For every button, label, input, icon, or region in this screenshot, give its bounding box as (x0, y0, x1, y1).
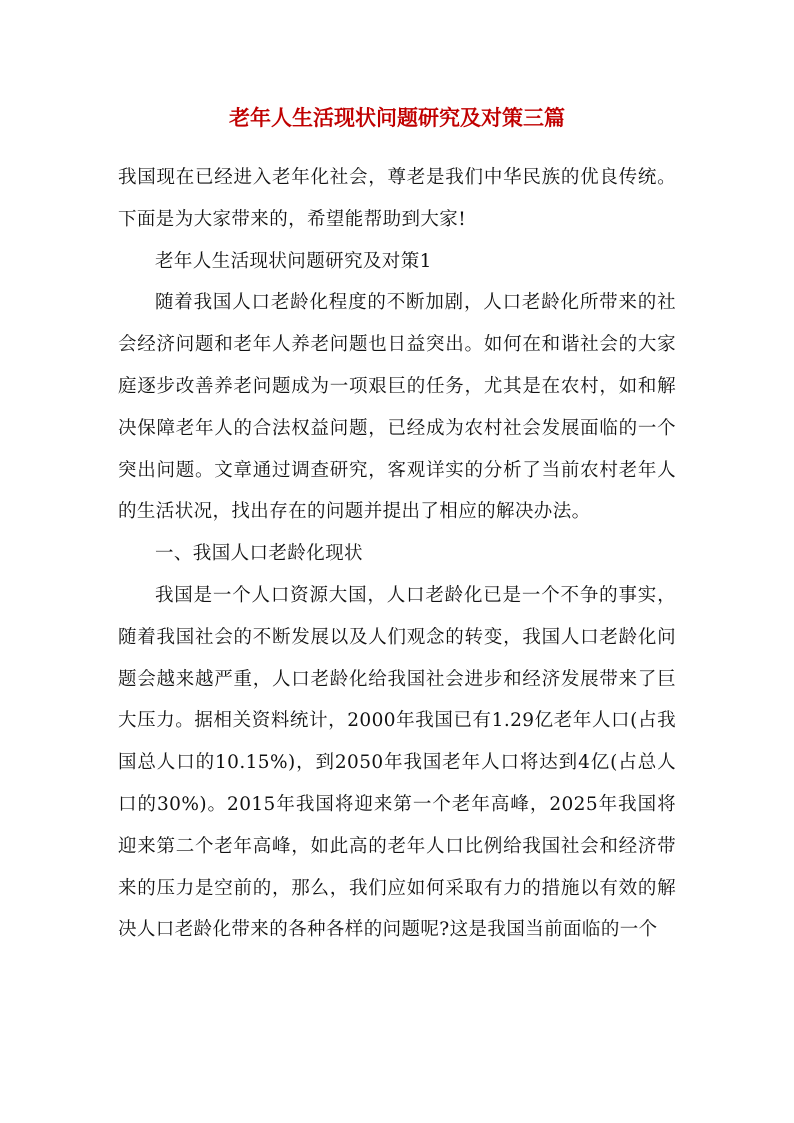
subsection-heading: 一、我国人口老龄化现状 (155, 543, 363, 565)
document-body (118, 157, 676, 951)
body-paragraph: 随着我国人口老龄化程度的不断加剧，人口老龄化所带来的社会经济问题和老年人养老问题也日益突出。如何在和谐社会的大家庭逐步改善养老问题成为一项艰巨的任务，尤其是在农村，如和解决保障老年人的合法权益问题，已经成为农村社会发展面临的一个突出问题。文章通过调查研究，客观详实的分析了当前农村老年人的生活状况，找出存在的问题并提出了相应的解决办法。 (118, 292, 676, 523)
body-paragraph: 我国是一个人口资源大国，人口老龄化已是一个不争的事实，随着我国社会的不断发展以及人们观念的转变，我国人口老龄化问题会越来越严重，人口老龄化给我国社会进步和经济发展带来了巨大压力。据相关资料统计，2000年我国已有1.29亿老年人口(占我国总人口的10.15%)，到2050年我国老年人口将达到4亿(占总人口的30%)。2015年我国将迎来第一个老年高峰，2025年我国将迎来第二个老年高峰，如此高的老年人口比例给我国社会和经济带来的压力是空前的，那么，我们应如何采取有力的措施以有效的解决人口老龄化带来的各种各样的问题呢?这是我国当前面临的一个 (118, 584, 676, 941)
intro-paragraph: 我国现在已经进入老年化社会，尊老是我们中华民族的优良传统。下面是为大家带来的，希望能帮助到大家! (118, 167, 676, 230)
section-heading: 老年人生活现状问题研究及对策1 (155, 250, 432, 272)
document-title: 老年人生活现状问题研究及对策三篇 (229, 105, 565, 130)
